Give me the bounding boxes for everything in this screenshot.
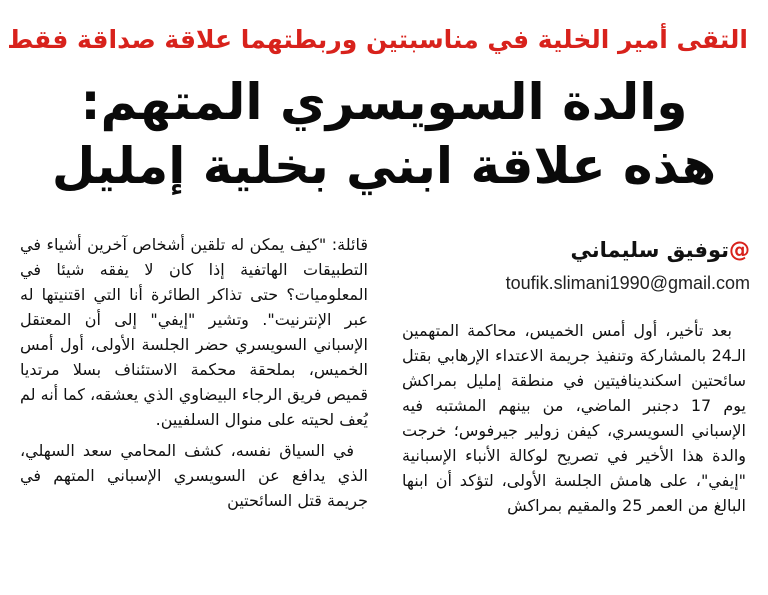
article-headline [20, 70, 748, 198]
headline-line-2: هذه علاقة ابني بخلية إمليل [51, 137, 717, 195]
byline [400, 236, 750, 296]
headline-line-1: والدة السويسري المتهم: [80, 73, 688, 131]
article-column-right [402, 318, 746, 595]
author-email[interactable]: toufik.slimani1990@gmail.com [505, 273, 750, 293]
at-sign-icon: @ [729, 238, 750, 262]
author-line [400, 236, 750, 264]
author-name: توفيق سليماني [570, 238, 729, 262]
paragraph: قائلة: "كيف يمكن له تلقين أشخاص آخرين أشياء في التطبيقات الهاتفية إذا كان لا يفقه شيئا في المعلوميات؟ حتى تذاكر الطائرة أنا التي اقتنيتها له عبر الإنترنيت". وتشير "إيفي" إلى أن المعتقل الإسباني السويسري حضر الجلسة الأولى، أول أمس الخميس، بملحقة محكمة الاستئناف بسلا مرتديا قميص فريق الرجاء البيضاوي الذي يعشقه، كما أنه لم يُعف لحيته على منوال السلفيين. [20, 235, 368, 429]
article-column-left [20, 232, 368, 595]
paragraph: بعد تأخير، أول أمس الخميس، محاكمة المتهمين الـ24 بالمشاركة وتنفيذ جريمة الاعتداء الإرهابي بقتل سائحتين اسكندينافيتين في منطقة إمليل بمراكش يوم 17 دجنبر الماضي، من بينهم المشتبه فيه الإسباني السويسري، كيفن زولير جيرفوس؛ خرجت والدة هذا الأخير في تصريح لوكالة الأنباء الإسبانية "إيفي"، على هامش الجلسة الأولى، لتؤكد أن ابنها البالغ من العمر 25 والمقيم بمراكش [402, 321, 746, 515]
article-kicker: التقى أمير الخلية في مناسبتين وربطتهما علاقة صداقة فقط [7, 25, 748, 54]
paragraph: في السياق نفسه، كشف المحامي سعد السهلي، الذي يدافع عن السويسري الإسباني المتهم في جريمة قتل السائحتين [20, 441, 368, 510]
